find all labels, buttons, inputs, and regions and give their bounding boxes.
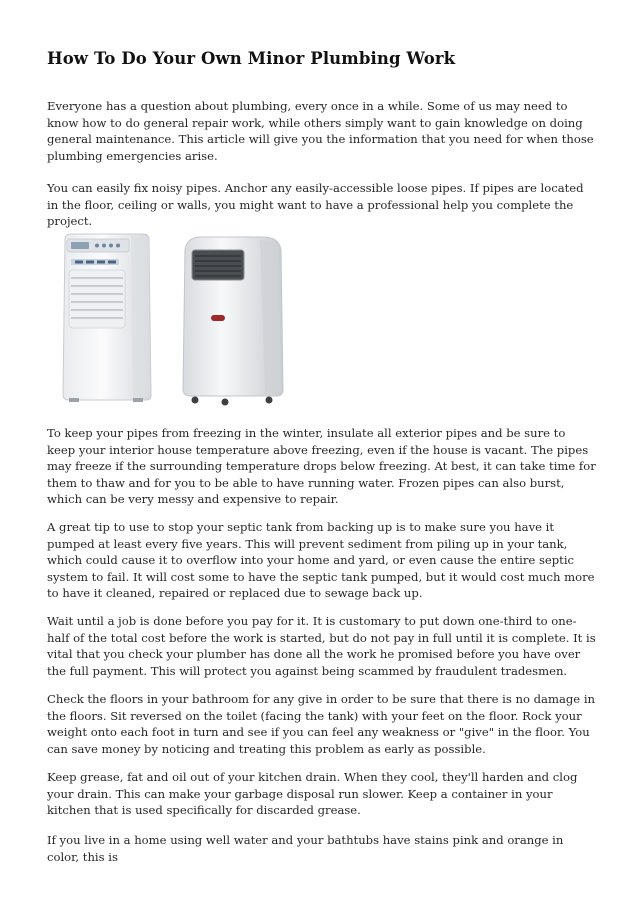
paragraph-2: You can easily fix noisy pipes. Anchor any easily-accessible loose pipes. If pipes are located in the floor, ceiling or walls, you might want to have a professional help you complete the project. [47, 181, 584, 228]
portable-air-conditioners-image [55, 228, 295, 408]
air-conditioner-right [183, 237, 283, 406]
paragraph-8: If you live in a home using well water and your bathtubs have stains pink and orange in color, this is [47, 833, 564, 864]
air-conditioner-left [63, 234, 151, 402]
paragraph-6: Check the floors in your bathroom for any give in order to be sure that there is no damage in the floors. Sit reversed on the toilet (facing the tank) with your feet on the floor. Rock your weight onto each foot in turn and see if you can feel any weakness or "give" in the floor. You can save money by noticing and treating this problem as early as possible. [47, 692, 596, 756]
paragraph-5: Wait until a job is done before you pay for it. It is customary to put down one-third to one-half of the total cost before the work is started, but do not pay in full until it is complete. It is vital that you check your plumber has done all the work he promised before you have over the full payment. This will protect you against being scammed by fraudulent tradesmen. [47, 614, 596, 678]
paragraph-7: Keep grease, fat and oil out of your kitchen drain. When they cool, they'll harden and clog your drain. This can make your garbage disposal run slower. Keep a container in your kitchen that is used specifically for discarded grease. [47, 770, 578, 817]
paragraph-3: To keep your pipes from freezing in the winter, insulate all exterior pipes and be sure to keep your interior house temperature above freezing, even if the house is vacant. The pipes may freeze if the surrounding temperature drops below freezing. At best, it can take time for them to thaw and for you to be able to have running water. Frozen pipes can also burst, which can be very messy and expensive to repair. [47, 426, 596, 506]
page-title: How To Do Your Own Minor Plumbing Work [47, 49, 456, 68]
paragraph-1: Everyone has a question about plumbing, every once in a while. Some of us may need to know how to do general repair work, while others simply want to gain knowledge on doing general maintenance. This article will give you the information that you need for when those plumbing emergencies arise. [47, 99, 594, 163]
paragraph-4: A great tip to use to stop your septic tank from backing up is to make sure you have it pumped at least every five years. This will prevent sediment from piling up in your tank, which could cause it to overflow into your home and yard, or even cause the entire septic system to fail. It will cost some to have the septic tank pumped, but it would cost much more to have it cleaned, repaired or replaced due to sewage back up. [47, 520, 595, 600]
